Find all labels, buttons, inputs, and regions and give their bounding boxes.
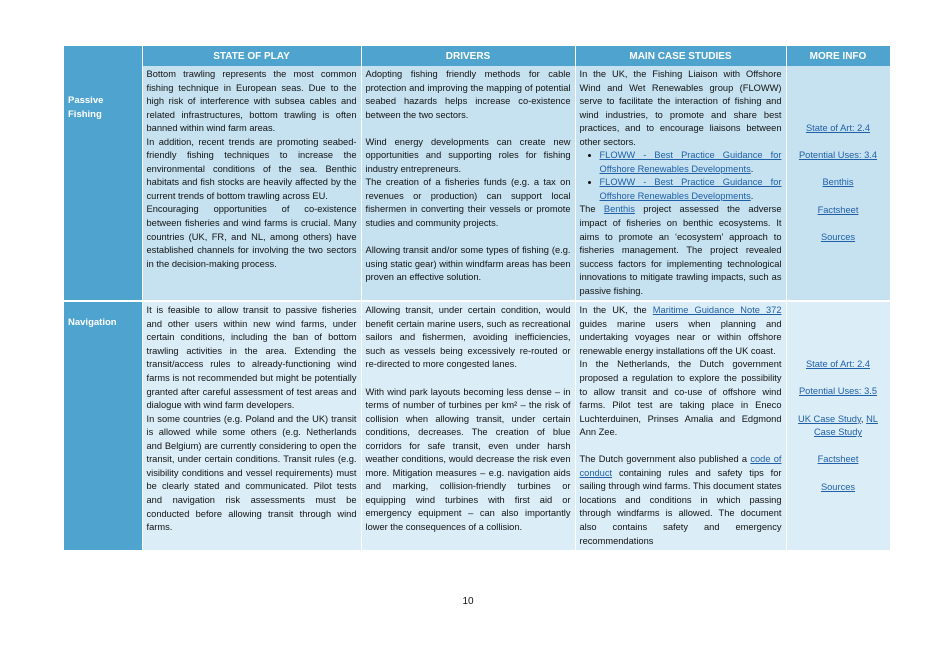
factsheet-link[interactable]: Factsheet xyxy=(817,204,859,215)
state-paragraph: Bottom trawling represents the most common fishing technique in European seas. Due to the high risk of interference with subsea cables and related infrastructures, bottom trawling is often banned within wind farm areas. xyxy=(146,69,357,134)
case-paragraph: The Dutch government also published a code of conduct containing rules and safety tips for sailing through wind farms. This document states locations and conditions in which passing through windfarms is allowed. The document also contains safety and emergency recommendations xyxy=(579,454,782,546)
info-table xyxy=(64,46,891,552)
case-paragraph: In the UK, the Fishing Liaison with Offshore Wind and Wet Renewables group (FLOWW) serve to facilitate the interaction of fishing and wind industries, to promote and share best practices, and to encourage liaisons between other sectors. xyxy=(579,69,782,147)
case-studies-cell xyxy=(575,66,786,301)
state-paragraph: In addition, recent trends are promoting seabed-friendly fishing techniques to increase the environmental conditions of the sea. Benthic habitats and fish stocks are heavily affected by the current trends of bottom trawling across EU. xyxy=(146,136,357,201)
case-link-list xyxy=(580,149,782,203)
header-more-info: MORE INFO xyxy=(786,46,890,66)
case-paragraph: The Benthis project assessed the adverse impact of fisheries on benthic ecosystems. It aims to promote an ‘ecosystem’ approach to fisheries management. The project revealed success factors for implementing technological innovations to mitigate trawling impacts, such as passive fishing. xyxy=(579,204,782,296)
drivers-paragraph: The creation of a fisheries funds (e.g. a tax on revenues or production) can support local fishermen in converting their vessels or promote studies and community projects. xyxy=(365,177,571,228)
header-state-of-play: STATE OF PLAY xyxy=(142,46,361,66)
header-blank xyxy=(64,46,142,66)
sources-link[interactable]: Sources xyxy=(820,231,856,242)
page-number: 10 xyxy=(462,596,474,607)
state-paragraph: In some countries (e.g. Poland and the UK) transit is allowed while some others (e.g. Netherlands and Belgium) are currently considering to open the transit, under certain conditions. Transit rules (e.g. visibility conditions and vessel requirements) must be clearly stated and communicated. Pilot tests and navigation risk assessments must be conducted before allowing transit through wind farms. xyxy=(146,413,357,533)
case-study-links: UK Case Study, NL Case Study xyxy=(798,413,878,438)
more-info-cell xyxy=(786,301,890,551)
row-passive-fishing xyxy=(64,66,890,301)
row-navigation xyxy=(64,301,890,551)
sources-link[interactable]: Sources xyxy=(820,481,856,492)
drivers-paragraph: Wind energy developments can create new opportunities and supporting roles for fishing industry entrepreneurs. xyxy=(365,136,571,174)
header-row xyxy=(64,46,890,66)
header-main-case-studies: MAIN CASE STUDIES xyxy=(575,46,786,66)
more-info-cell xyxy=(786,66,890,301)
benthis-link[interactable]: Benthis xyxy=(603,204,635,215)
row-label: Passive Fishing xyxy=(64,66,142,301)
drivers-paragraph: Allowing transit and/or some types of fishing (e.g. using static gear) within windfarm areas has been proven an effective solution. xyxy=(365,245,571,283)
drivers-cell xyxy=(361,301,575,551)
state-of-art-link[interactable]: State of Art: 2.4 xyxy=(805,122,871,133)
state-of-play-cell xyxy=(142,301,361,551)
list-item: • FLOWW - Best Practice Guidance for Offshore Renewables Developments. xyxy=(600,149,782,176)
drivers-paragraph: Adopting fishing friendly methods for cable protection and improving the mapping of potential seabed hazards helps increase co-existence between the two sectors. xyxy=(365,69,571,120)
drivers-cell xyxy=(361,66,575,301)
state-of-art-link[interactable]: State of Art: 2.4 xyxy=(805,359,871,370)
potential-uses-link[interactable]: Potential Uses: 3.5 xyxy=(798,386,878,397)
list-item: • FLOWW - Best Practice Guidance for Offshore Renewables Developments. xyxy=(600,176,782,203)
potential-uses-link[interactable]: Potential Uses: 3.4 xyxy=(798,150,878,161)
floww-guidance-link[interactable]: FLOWW - Best Practice Guidance for Offshore Renewables Developments xyxy=(599,177,782,201)
uk-case-study-link[interactable]: UK Case Study xyxy=(798,413,861,424)
row-label: Navigation xyxy=(64,301,142,551)
benthis-info-link[interactable]: Benthis xyxy=(822,177,854,188)
factsheet-link[interactable]: Factsheet xyxy=(817,454,859,465)
header-drivers: DRIVERS xyxy=(361,46,575,66)
code-of-conduct-link[interactable]: code of conduct xyxy=(579,454,782,478)
nl-case-study-link[interactable]: NL Case Study xyxy=(813,413,878,438)
case-studies-cell xyxy=(575,301,786,551)
state-paragraph: Encouraging opportunities of co-existence between fisheries and wind farms is crucial. Many countries (UK, FR, and NL, among others) have established channels for involving the two sectors in the decision-making process. xyxy=(146,204,357,269)
floww-guidance-link[interactable]: FLOWW - Best Practice Guidance for Offshore Renewables Developments xyxy=(599,150,782,174)
maritime-guidance-link[interactable]: Maritime Guidance Note 372 xyxy=(652,305,782,316)
case-paragraph: In the Netherlands, the Dutch government proposed a regulation to explore the possibility to allow transit and co-use of offshore wind farms. Pilot test are taking place in Eneco Luchterduinen, Prinses Amalia and Edgmond Ann Zee. xyxy=(579,359,782,438)
state-paragraph: It is feasible to allow transit to passive fisheries and other users within new wind farms, under certain conditions, including the ban of bottom trawling activities in the area. Extending the transit/access rules to already-functioning wind farms is not recommended but might be potentially granted after careful assessment of test areas and dialogue with wind farm developers. xyxy=(146,305,357,411)
drivers-paragraph: With wind park layouts becoming less dense – in terms of number of turbines per km² – the risk of collision when allowing transit, under certain conditions, decreases. The creation of blue corridors for safe transit, even under harsh weather conditions, would decrease the risk even more. Mitigation measures – e.g. navigation aids and marking, collision-friendly turbines or equipping wind turbines with first aid or emergency equipment – can also importantly lower the consequences of a collision. xyxy=(365,386,571,532)
case-paragraph: In the UK, the Maritime Guidance Note 372 guides marine users when planning and undertaking voyages near or within offshore renewable energy installations off the UK coast. xyxy=(579,305,782,356)
state-of-play-cell xyxy=(142,66,361,301)
drivers-paragraph: Allowing transit, under certain condition, would benefit certain marine users, such as recreational sailors and fishermen, avoiding inefficiencies, such as vessels being excessively re-routed or re-directed to more congested lanes. xyxy=(365,305,571,370)
